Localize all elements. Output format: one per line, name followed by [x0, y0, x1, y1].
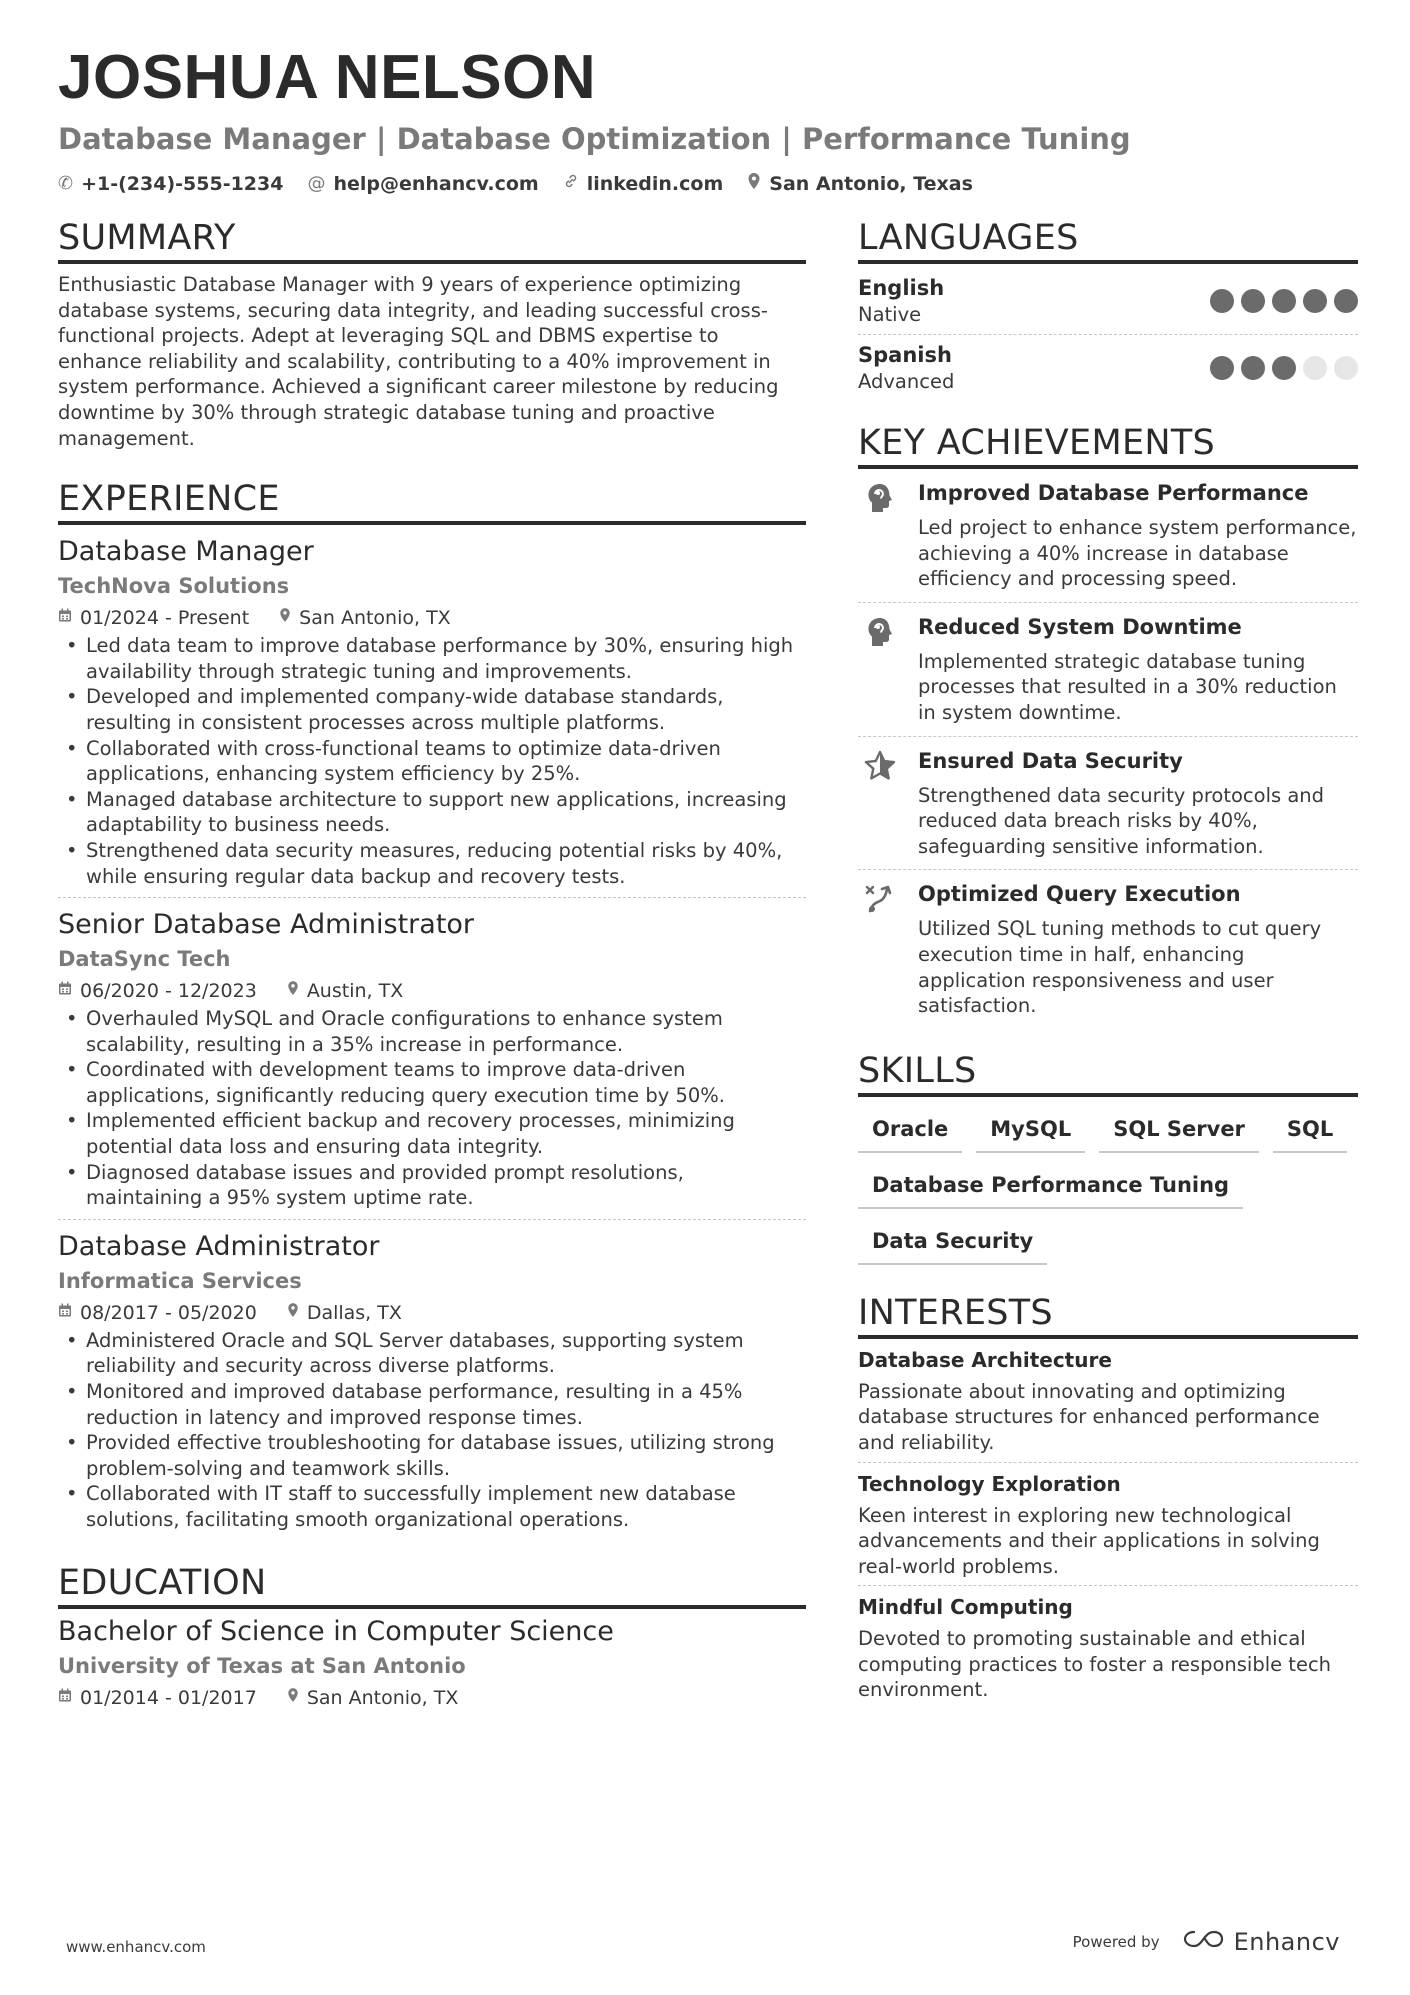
footer-branding	[1073, 1928, 1340, 1956]
job-company: TechNova Solutions	[58, 574, 290, 599]
calendar-icon	[58, 1300, 72, 1326]
location-pin-icon	[287, 1685, 299, 1711]
education-location-text: San Antonio, TX	[306, 1686, 459, 1709]
job-dates-text: 08/2017 - 05/2020	[80, 1301, 257, 1324]
achievement-description: Strengthened data security protocols and reduced data breach risks by 40%, safeguarding sensitive information.	[918, 783, 1325, 858]
interest-title: Database Architecture	[858, 1347, 1112, 1372]
job-bullet: • Managed database architecture to support new applications, increasing adaptability to business needs.	[58, 787, 806, 838]
interest-item	[858, 1585, 1358, 1709]
education-dates-text: 01/2014 - 01/2017	[80, 1686, 257, 1709]
skills-list	[858, 1111, 1358, 1265]
job-location	[287, 978, 403, 1004]
job-dates	[58, 605, 249, 631]
summary-text: Enthusiastic Database Manager with 9 years of experience optimizing database systems, securing data integrity, and leading successful cross-functional projects. Adept at leveraging SQL and DBMS expertise to enhance reliability and scalability, contributing to a 40% improvement in system performance. Achieved a significant career milestone by reducing downtime by 30% through strategic database tuning and proactive management.	[58, 273, 779, 450]
education-entry	[58, 1615, 806, 1719]
calendar-icon	[58, 1685, 72, 1711]
skill-tag: SQL Server	[1099, 1111, 1259, 1153]
head-icon	[858, 479, 902, 592]
location-pin-icon	[747, 172, 761, 195]
job-company: DataSync Tech	[58, 947, 231, 972]
enhancv-logo-icon	[1182, 1928, 1226, 1956]
rating-dot	[1303, 356, 1327, 380]
achievement-body	[918, 479, 1358, 592]
rating-dot	[1241, 289, 1265, 313]
achievement-item	[858, 736, 1358, 870]
achievement-body	[918, 747, 1358, 860]
at-icon: @	[307, 173, 326, 194]
achievement-item	[858, 869, 1358, 1028]
location-pin-icon	[279, 605, 291, 631]
brand-text: Enhancv	[1233, 1928, 1340, 1956]
language-name: English	[858, 276, 945, 300]
achievement-body	[918, 613, 1358, 726]
job-bullet: • Administered Oracle and SQL Server databases, supporting system reliability and security across diverse platforms.	[58, 1328, 806, 1379]
languages-heading: LANGUAGES	[858, 216, 1358, 264]
interest-title: Mindful Computing	[858, 1595, 1073, 1620]
job-dates-text: 06/2020 - 12/2023	[80, 980, 257, 1003]
education-dates	[58, 1685, 257, 1711]
language-name: Spanish	[858, 343, 952, 367]
experience-list	[58, 535, 806, 1540]
achievement-description: Utilized SQL tuning methods to cut query execution time in half, enhancing application responsiveness and user satisfaction.	[918, 917, 1322, 1018]
achievement-item	[858, 602, 1358, 736]
skill-tag: SQL	[1273, 1111, 1347, 1153]
resume-header	[58, 42, 1358, 195]
contact-phone[interactable]	[58, 173, 283, 195]
language-item	[858, 268, 1358, 334]
phone-icon: ✆	[58, 173, 74, 194]
job-entry	[58, 535, 806, 897]
job-location-text: Austin, TX	[306, 980, 404, 1003]
calendar-icon	[58, 605, 72, 631]
job-location-text: Dallas, TX	[306, 1301, 402, 1324]
left-column	[58, 216, 806, 1719]
job-bullets	[58, 1328, 806, 1533]
rating-dot	[1210, 289, 1234, 313]
contact-email[interactable]	[307, 173, 538, 195]
job-bullet: • Collaborated with IT staff to successfully implement new database solutions, facilitating smooth organizational operations.	[58, 1481, 806, 1532]
job-bullet: • Coordinated with development teams to improve data-driven applications, significantly reducing query execution time by 50%.	[58, 1057, 806, 1108]
job-dates	[58, 978, 257, 1004]
achievement-title: Reduced System Downtime	[918, 614, 1242, 639]
language-rating	[1210, 289, 1358, 313]
job-entry	[58, 1219, 806, 1541]
star-icon	[858, 747, 902, 860]
job-bullet: • Collaborated with cross-functional teams to optimize data-driven applications, enhancing system efficiency by 25%.	[58, 736, 806, 787]
language-info	[858, 341, 954, 395]
job-title: Database Administrator	[58, 1230, 380, 1262]
language-info	[858, 274, 944, 328]
job-dates	[58, 1300, 257, 1326]
job-location-text: San Antonio, TX	[299, 607, 451, 630]
achievement-item	[858, 469, 1358, 602]
achievement-description: Led project to enhance system performance, achieving a 40% increase in database efficiency and processing speed.	[918, 516, 1357, 591]
education-location	[287, 1685, 459, 1711]
rating-dot	[1272, 356, 1296, 380]
achievement-title: Improved Database Performance	[918, 481, 1309, 505]
job-bullet: • Led data team to improve database performance by 30%, ensuring high availability through strategic tuning and improvements.	[58, 633, 806, 684]
interests-list	[858, 1339, 1358, 1709]
achievement-title: Optimized Query Execution	[918, 882, 1241, 907]
job-company: Informatica Services	[58, 1268, 302, 1293]
interest-description: Devoted to promoting sustainable and ethical computing practices to foster a responsible tech environment.	[858, 1627, 1332, 1702]
right-column	[858, 216, 1358, 1709]
achievement-title: Ensured Data Security	[918, 748, 1183, 773]
contact-bar	[58, 172, 1358, 195]
job-title: Senior Database Administrator	[58, 909, 475, 941]
education-heading: EDUCATION	[58, 1561, 806, 1609]
job-bullet: • Developed and implemented company-wide database standards, resulting in consistent processes across multiple platforms.	[58, 684, 806, 735]
interest-description: Keen interest in exploring new technological advancements and their applications in solving real-world problems.	[858, 1503, 1320, 1578]
languages-list	[858, 268, 1358, 401]
rating-dot	[1334, 289, 1358, 313]
education-school: University of Texas at San Antonio	[58, 1653, 466, 1678]
job-dates-text: 01/2024 - Present	[80, 607, 250, 630]
job-meta	[58, 605, 806, 631]
rating-dot	[1334, 356, 1358, 380]
achievements-list	[858, 469, 1358, 1029]
achievements-heading: KEY ACHIEVEMENTS	[858, 421, 1358, 469]
language-level: Native	[858, 303, 922, 326]
rating-dot	[1241, 356, 1265, 380]
footer-website[interactable]: www.enhancv.com	[66, 1938, 206, 1956]
skill-tag: Data Security	[858, 1223, 1047, 1265]
link-icon	[563, 173, 579, 194]
job-bullet: • Monitored and improved database performance, resulting in a 45% reduction in latency and improved response times.	[58, 1379, 806, 1430]
route-icon	[858, 880, 902, 1018]
rating-dot	[1272, 289, 1296, 313]
interest-item	[858, 1339, 1358, 1462]
rating-dot	[1210, 356, 1234, 380]
interest-item	[858, 1462, 1358, 1586]
location-text: San Antonio, Texas	[769, 172, 973, 195]
brand-logo[interactable]	[1182, 1928, 1340, 1956]
contact-linkedin[interactable]	[563, 173, 724, 195]
job-bullets	[58, 1006, 806, 1211]
rating-dot	[1303, 289, 1327, 313]
language-rating	[1210, 356, 1358, 380]
skill-tag: Database Performance Tuning	[858, 1167, 1243, 1209]
email-text: help@enhancv.com	[333, 172, 539, 195]
experience-heading: EXPERIENCE	[58, 477, 806, 525]
interests-heading: INTERESTS	[858, 1291, 1358, 1339]
skill-tag: MySQL	[976, 1111, 1085, 1153]
skill-tag: Oracle	[858, 1111, 962, 1153]
language-item	[858, 334, 1358, 401]
job-title: Database Manager	[58, 536, 314, 568]
achievement-description: Implemented strategic database tuning processes that resulted in a 30% reduction in system downtime.	[918, 649, 1337, 724]
head-icon	[858, 613, 902, 726]
summary-heading: SUMMARY	[58, 216, 806, 264]
candidate-name: JOSHUA NELSON	[58, 43, 597, 112]
phone-text: +1-(234)-555-1234	[81, 172, 284, 195]
powered-by-label: Powered by	[1072, 1933, 1160, 1951]
job-meta	[58, 978, 806, 1004]
job-bullets	[58, 633, 806, 889]
education-degree: Bachelor of Science in Computer Science	[58, 1615, 614, 1647]
job-location	[279, 605, 451, 631]
candidate-headline: Database Manager | Database Optimization | Performance Tuning	[58, 122, 1131, 156]
language-level: Advanced	[858, 370, 955, 393]
job-bullet: • Strengthened data security measures, reducing potential risks by 40%, while ensuring regular data backup and recovery tests.	[58, 838, 806, 889]
calendar-icon	[58, 978, 72, 1004]
job-entry	[58, 897, 806, 1219]
contact-location	[747, 172, 973, 195]
job-location	[287, 1300, 402, 1326]
job-bullet: • Provided effective troubleshooting for database issues, utilizing strong problem-solving and teamwork skills.	[58, 1430, 806, 1481]
job-bullet: • Overhauled MySQL and Oracle configurations to enhance system scalability, resulting in a 35% increase in performance.	[58, 1006, 806, 1057]
job-meta	[58, 1300, 806, 1326]
location-pin-icon	[287, 978, 299, 1004]
location-pin-icon	[287, 1300, 299, 1326]
job-bullet: • Diagnosed database issues and provided prompt resolutions, maintaining a 95% system uptime rate.	[58, 1160, 806, 1211]
interest-title: Technology Exploration	[858, 1471, 1121, 1496]
skills-heading: SKILLS	[858, 1049, 1358, 1097]
achievement-body	[918, 880, 1358, 1018]
interest-description: Passionate about innovating and optimizing database structures for enhanced performance and reliability.	[858, 1379, 1320, 1454]
linkedin-text: linkedin.com	[586, 172, 724, 195]
job-bullet: • Implemented efficient backup and recovery processes, minimizing potential data loss and ensuring data integrity.	[58, 1108, 806, 1159]
education-meta	[58, 1685, 806, 1711]
